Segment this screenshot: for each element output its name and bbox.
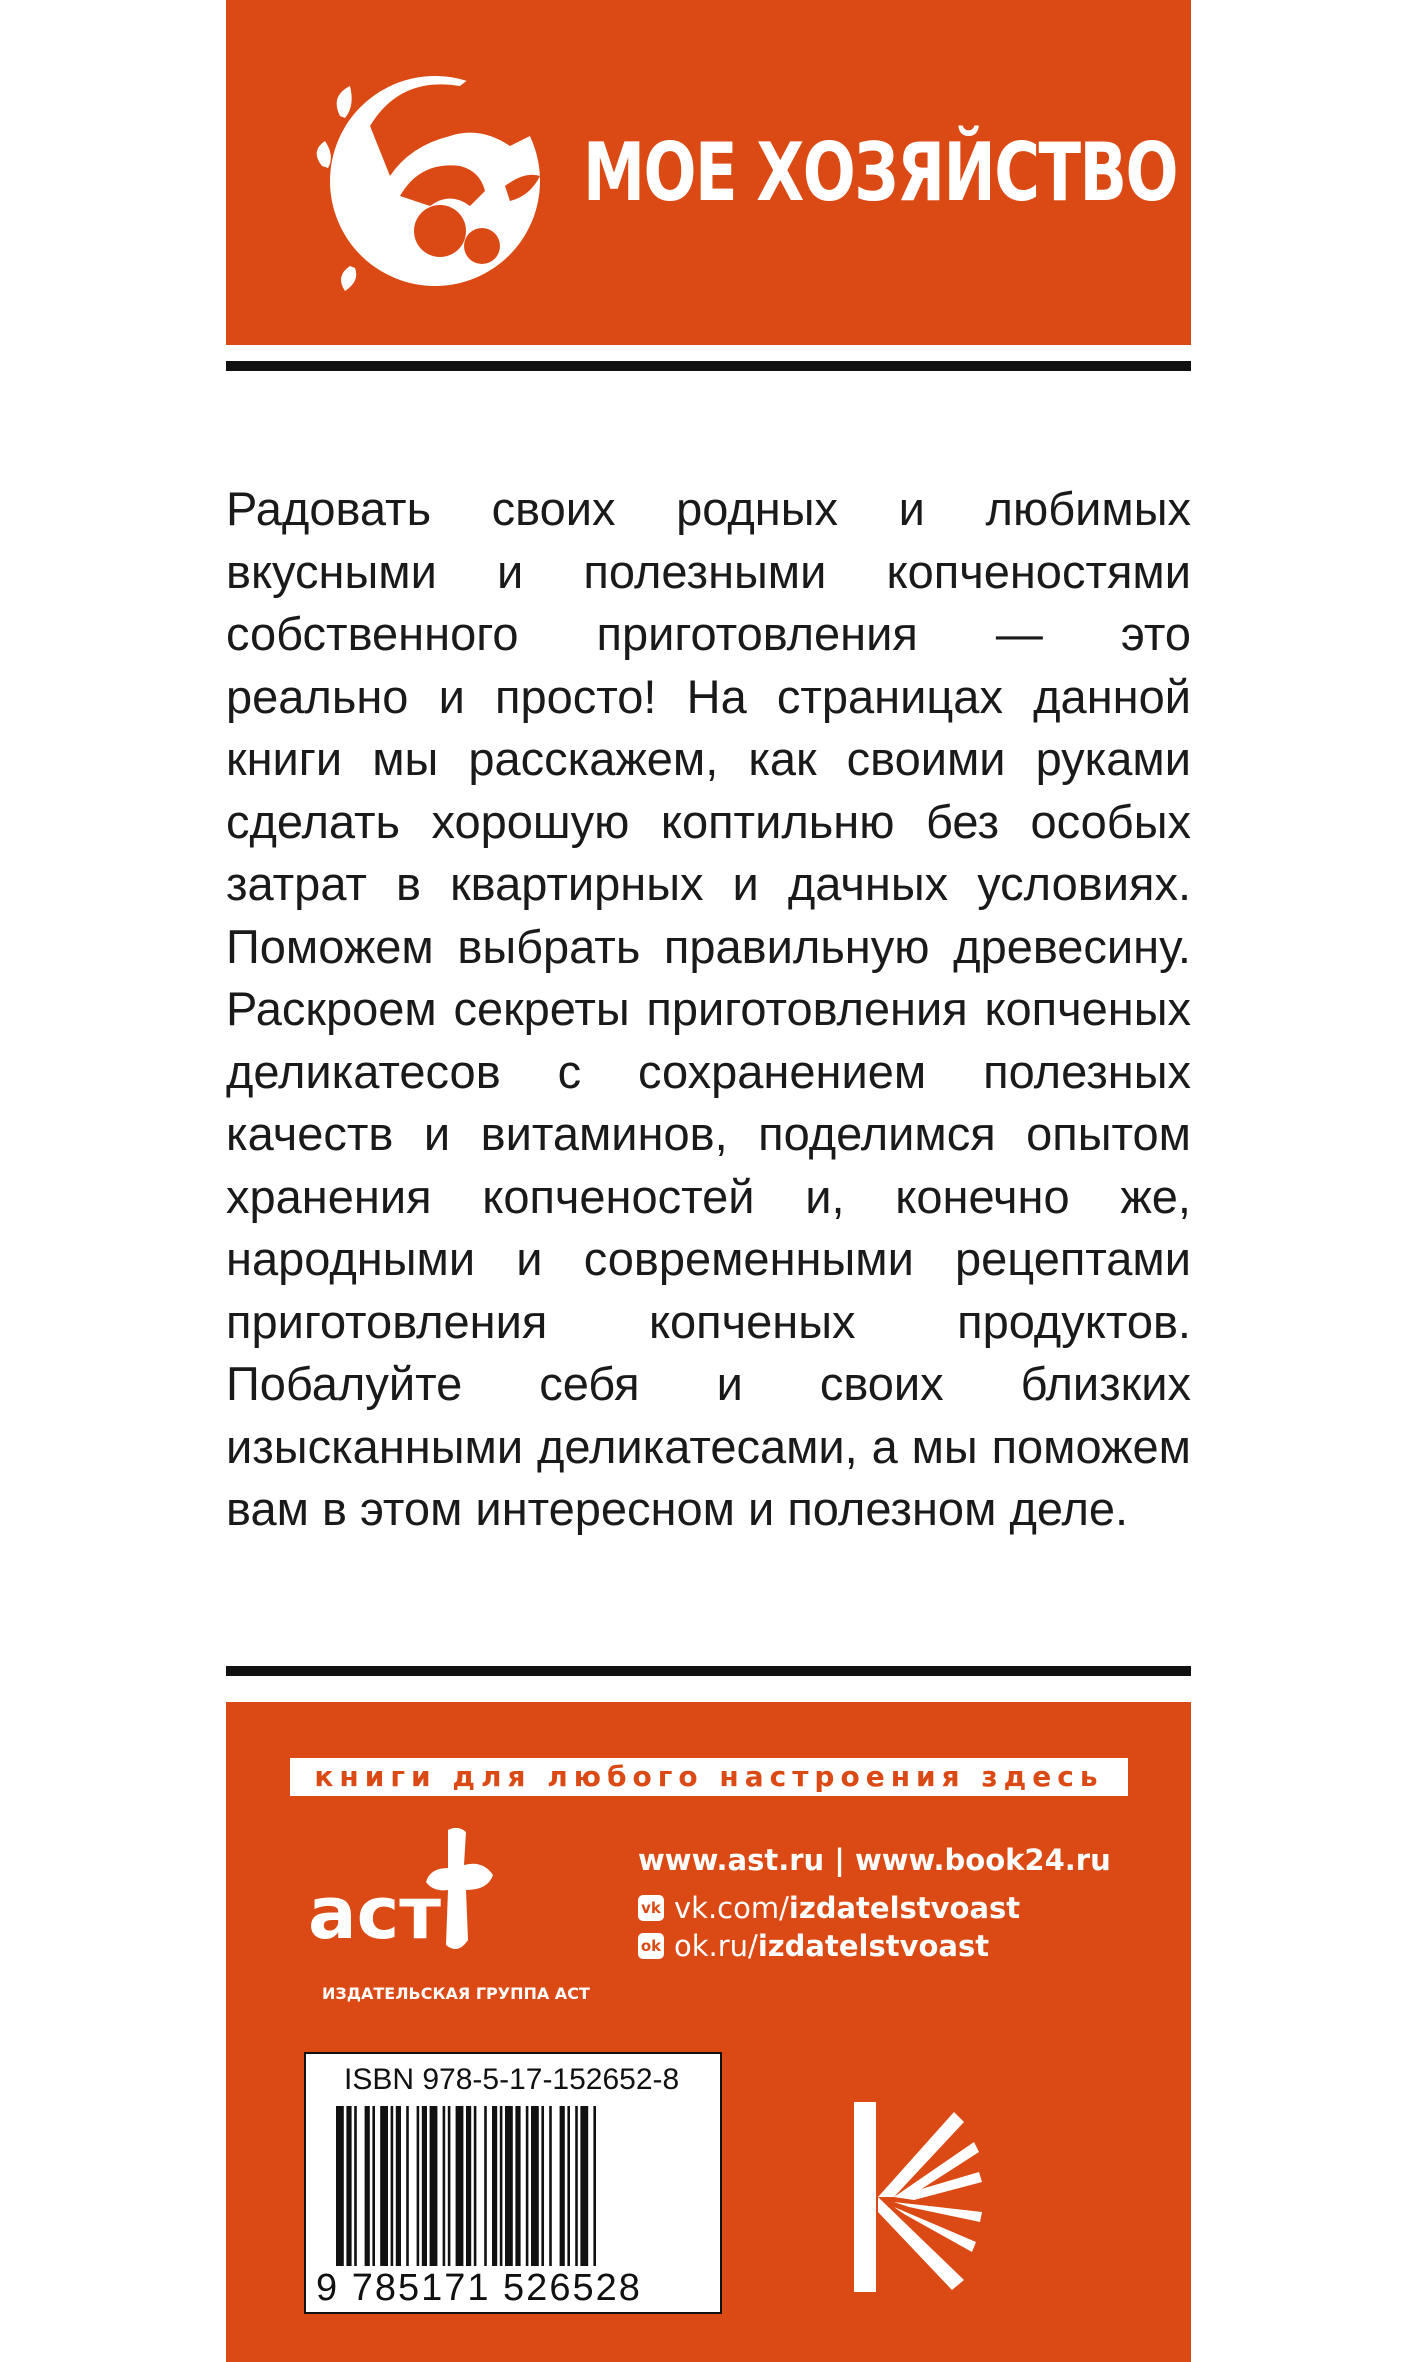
book-description: Радовать своих родных и любимых вкусными и полезными копченостями собственного приготовления — это реально и просто! На страницах данной книги мы расскажем, как своими руками сделать хорошую коптильню без особых затрат в квартирных и дачных условиях. Поможем выбрать правильную древесину. Раскроем секреты приготовления копченых деликатесов с сохранением полезных качеств и витаминов, поделимся опытом хранения копченостей и, конечно же, народными и современными рецептами приготовления копченых продуктов. Побалуйте себя и своих близких изысканными деликатесами, а мы поможем вам в этом интересном и полезном деле. (226, 482, 1191, 1535)
ok-prefix: ok.ru/ (674, 1929, 758, 1963)
k-book-imprint-icon (854, 2102, 984, 2292)
vk-prefix: vk.com/ (674, 1891, 789, 1925)
publisher-footer (226, 1702, 1191, 2362)
ok-link[interactable] (638, 1928, 989, 1964)
vk-link[interactable] (638, 1890, 1020, 1926)
top-divider (226, 361, 1191, 371)
barcode-digits: 9 785171 526528 (316, 2267, 642, 2309)
farm-animals-logo-icon (310, 56, 560, 296)
vk-handle: izdatelstvoast (788, 1891, 1021, 1925)
ok-handle: izdatelstvoast (757, 1929, 990, 1963)
vk-icon: vk (638, 1895, 664, 1921)
tagline: книги для любого настроения здесь (290, 1758, 1128, 1796)
series-header (226, 0, 1191, 345)
barcode-icon (336, 2106, 686, 2266)
ast-logo-icon (308, 1820, 518, 1960)
barcode-panel (304, 2052, 722, 2314)
series-title: МОЕ ХОЗЯЙСТВО (583, 126, 1177, 219)
bottom-divider (226, 1666, 1191, 1676)
ok-icon: ok (638, 1933, 664, 1959)
ast-logo-text: аст (308, 1871, 441, 1955)
publisher-name: ИЗДАТЕЛЬСКАЯ ГРУППА АСТ (322, 1984, 590, 2003)
publisher-websites[interactable]: www.ast.ru | www.book24.ru (638, 1843, 1111, 1877)
isbn-number: ISBN 978-5-17-152652-8 (344, 2063, 680, 2096)
